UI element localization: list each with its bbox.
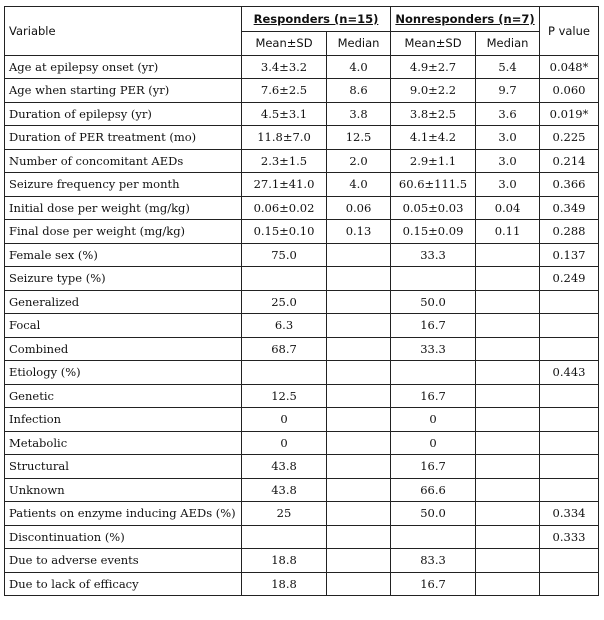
row-label-cell: Age when starting PER (yr)	[5, 79, 242, 103]
nonresponders-median-cell	[476, 384, 540, 408]
row-label-cell: Combined	[5, 337, 242, 361]
p-value-cell: 0.048*	[540, 55, 599, 79]
nonresponders-median-cell: 0.04	[476, 196, 540, 220]
row-label-cell: Due to adverse events	[5, 549, 242, 573]
table-row	[5, 173, 599, 197]
table-row	[5, 149, 599, 173]
nonresponders-median-cell	[476, 337, 540, 361]
p-value-cell	[540, 314, 599, 338]
nonresponders-median-cell	[476, 267, 540, 291]
p-value-cell	[540, 408, 599, 432]
header-responders	[242, 7, 391, 32]
p-value-cell: 0.214	[540, 149, 599, 173]
responders-median-cell	[327, 408, 391, 432]
nonresponders-mean-sd-cell	[391, 267, 476, 291]
table-row	[5, 220, 599, 244]
responders-mean-sd-cell: 18.8	[242, 572, 327, 596]
table-row	[5, 314, 599, 338]
row-label-cell: Genetic	[5, 384, 242, 408]
p-value-cell: 0.333	[540, 525, 599, 549]
responders-median-cell: 4.0	[327, 55, 391, 79]
row-label-cell: Seizure type (%)	[5, 267, 242, 291]
nonresponders-median-cell: 5.4	[476, 55, 540, 79]
responders-mean-sd-cell: 43.8	[242, 455, 327, 479]
header-nonresponders-median: Median	[476, 32, 540, 56]
responders-median-cell: 12.5	[327, 126, 391, 150]
p-value-cell: 0.443	[540, 361, 599, 385]
row-label-cell: Discontinuation (%)	[5, 525, 242, 549]
nonresponders-mean-sd-cell: 60.6±111.5	[391, 173, 476, 197]
nonresponders-median-cell	[476, 431, 540, 455]
p-value-cell	[540, 431, 599, 455]
p-value-cell	[540, 384, 599, 408]
responders-median-cell	[327, 455, 391, 479]
responders-median-cell	[327, 361, 391, 385]
responders-median-cell	[327, 384, 391, 408]
p-value-cell	[540, 478, 599, 502]
row-label-cell: Due to lack of efficacy	[5, 572, 242, 596]
nonresponders-mean-sd-cell: 0.05±0.03	[391, 196, 476, 220]
responders-mean-sd-cell: 6.3	[242, 314, 327, 338]
responders-median-cell: 4.0	[327, 173, 391, 197]
p-value-cell: 0.225	[540, 126, 599, 150]
responders-mean-sd-cell	[242, 361, 327, 385]
nonresponders-median-cell: 3.0	[476, 173, 540, 197]
table-row	[5, 455, 599, 479]
row-label-cell: Duration of PER treatment (mo)	[5, 126, 242, 150]
responders-mean-sd-cell: 0	[242, 431, 327, 455]
row-label-cell: Female sex (%)	[5, 243, 242, 267]
nonresponders-mean-sd-cell: 16.7	[391, 314, 476, 338]
header-responders-label: Responders (n=15)	[253, 12, 379, 26]
table-row	[5, 431, 599, 455]
nonresponders-median-cell	[476, 572, 540, 596]
nonresponders-median-cell: 3.6	[476, 102, 540, 126]
nonresponders-mean-sd-cell: 4.1±4.2	[391, 126, 476, 150]
responders-median-cell	[327, 337, 391, 361]
responders-median-cell	[327, 431, 391, 455]
header-nonresponders	[391, 7, 540, 32]
p-value-cell: 0.060	[540, 79, 599, 103]
row-label-cell: Unknown	[5, 478, 242, 502]
p-value-cell: 0.249	[540, 267, 599, 291]
responders-median-cell	[327, 243, 391, 267]
header-p-value: P value	[540, 7, 599, 56]
nonresponders-median-cell	[476, 243, 540, 267]
nonresponders-mean-sd-cell: 0	[391, 408, 476, 432]
nonresponders-mean-sd-cell: 66.6	[391, 478, 476, 502]
table-row	[5, 549, 599, 573]
nonresponders-median-cell	[476, 455, 540, 479]
row-label-cell: Duration of epilepsy (yr)	[5, 102, 242, 126]
row-label-cell: Focal	[5, 314, 242, 338]
responders-median-cell	[327, 525, 391, 549]
responders-median-cell: 0.06	[327, 196, 391, 220]
nonresponders-mean-sd-cell: 0	[391, 431, 476, 455]
table-row	[5, 337, 599, 361]
responders-mean-sd-cell: 12.5	[242, 384, 327, 408]
table-body	[5, 55, 599, 596]
responders-median-cell	[327, 478, 391, 502]
nonresponders-median-cell	[476, 525, 540, 549]
responders-median-cell: 0.13	[327, 220, 391, 244]
p-value-cell	[540, 337, 599, 361]
responders-median-cell	[327, 314, 391, 338]
table-row	[5, 243, 599, 267]
responders-median-cell	[327, 290, 391, 314]
row-label-cell: Etiology (%)	[5, 361, 242, 385]
row-label-cell: Structural	[5, 455, 242, 479]
nonresponders-mean-sd-cell: 4.9±2.7	[391, 55, 476, 79]
table-row	[5, 384, 599, 408]
responders-mean-sd-cell: 0.15±0.10	[242, 220, 327, 244]
table-row	[5, 196, 599, 220]
p-value-cell	[540, 572, 599, 596]
responders-median-cell	[327, 572, 391, 596]
p-value-cell: 0.137	[540, 243, 599, 267]
nonresponders-mean-sd-cell: 33.3	[391, 337, 476, 361]
row-label-cell: Age at epilepsy onset (yr)	[5, 55, 242, 79]
row-label-cell: Generalized	[5, 290, 242, 314]
table-row	[5, 361, 599, 385]
table-row	[5, 102, 599, 126]
nonresponders-mean-sd-cell: 83.3	[391, 549, 476, 573]
responders-mean-sd-cell: 25	[242, 502, 327, 526]
nonresponders-mean-sd-cell: 3.8±2.5	[391, 102, 476, 126]
nonresponders-mean-sd-cell: 33.3	[391, 243, 476, 267]
row-label-cell: Final dose per weight (mg/kg)	[5, 220, 242, 244]
nonresponders-median-cell: 3.0	[476, 149, 540, 173]
p-value-cell: 0.334	[540, 502, 599, 526]
responders-mean-sd-cell: 0.06±0.02	[242, 196, 327, 220]
p-value-cell: 0.019*	[540, 102, 599, 126]
row-label-cell: Seizure frequency per month	[5, 173, 242, 197]
header-nonresponders-mean-sd: Mean±SD	[391, 32, 476, 56]
row-label-cell: Infection	[5, 408, 242, 432]
nonresponders-median-cell	[476, 314, 540, 338]
nonresponders-median-cell	[476, 361, 540, 385]
responders-median-cell	[327, 267, 391, 291]
p-value-cell: 0.366	[540, 173, 599, 197]
responders-mean-sd-cell: 2.3±1.5	[242, 149, 327, 173]
table-row	[5, 478, 599, 502]
nonresponders-median-cell	[476, 290, 540, 314]
row-label-cell: Metabolic	[5, 431, 242, 455]
responders-mean-sd-cell: 4.5±3.1	[242, 102, 327, 126]
nonresponders-mean-sd-cell: 16.7	[391, 455, 476, 479]
p-value-cell: 0.288	[540, 220, 599, 244]
p-value-cell	[540, 455, 599, 479]
table-row	[5, 267, 599, 291]
responders-mean-sd-cell	[242, 267, 327, 291]
responders-median-cell	[327, 502, 391, 526]
responders-mean-sd-cell: 27.1±41.0	[242, 173, 327, 197]
nonresponders-mean-sd-cell	[391, 525, 476, 549]
table-row	[5, 126, 599, 150]
nonresponders-mean-sd-cell	[391, 361, 476, 385]
nonresponders-median-cell: 3.0	[476, 126, 540, 150]
table-row	[5, 79, 599, 103]
row-label-cell: Patients on enzyme inducing AEDs (%)	[5, 502, 242, 526]
data-table	[4, 6, 599, 596]
table-row	[5, 502, 599, 526]
responders-mean-sd-cell: 3.4±3.2	[242, 55, 327, 79]
nonresponders-mean-sd-cell: 50.0	[391, 290, 476, 314]
nonresponders-mean-sd-cell: 0.15±0.09	[391, 220, 476, 244]
header-variable: Variable	[5, 7, 242, 56]
table-row	[5, 525, 599, 549]
nonresponders-median-cell	[476, 408, 540, 432]
responders-median-cell	[327, 549, 391, 573]
nonresponders-mean-sd-cell: 9.0±2.2	[391, 79, 476, 103]
nonresponders-mean-sd-cell: 16.7	[391, 572, 476, 596]
nonresponders-median-cell: 9.7	[476, 79, 540, 103]
responders-mean-sd-cell	[242, 525, 327, 549]
row-label-cell: Number of concomitant AEDs	[5, 149, 242, 173]
p-value-cell: 0.349	[540, 196, 599, 220]
table-row	[5, 55, 599, 79]
responders-mean-sd-cell: 0	[242, 408, 327, 432]
p-value-cell	[540, 290, 599, 314]
responders-mean-sd-cell: 75.0	[242, 243, 327, 267]
responders-median-cell: 2.0	[327, 149, 391, 173]
nonresponders-median-cell: 0.11	[476, 220, 540, 244]
table-row	[5, 290, 599, 314]
table-row	[5, 572, 599, 596]
table-row	[5, 408, 599, 432]
nonresponders-median-cell	[476, 549, 540, 573]
responders-mean-sd-cell: 25.0	[242, 290, 327, 314]
nonresponders-median-cell	[476, 502, 540, 526]
row-label-cell: Initial dose per weight (mg/kg)	[5, 196, 242, 220]
responders-mean-sd-cell: 43.8	[242, 478, 327, 502]
nonresponders-mean-sd-cell: 50.0	[391, 502, 476, 526]
responders-median-cell: 3.8	[327, 102, 391, 126]
header-responders-mean-sd: Mean±SD	[242, 32, 327, 56]
responders-mean-sd-cell: 18.8	[242, 549, 327, 573]
p-value-cell	[540, 549, 599, 573]
nonresponders-mean-sd-cell: 16.7	[391, 384, 476, 408]
responders-mean-sd-cell: 11.8±7.0	[242, 126, 327, 150]
responders-median-cell: 8.6	[327, 79, 391, 103]
responders-mean-sd-cell: 7.6±2.5	[242, 79, 327, 103]
header-responders-median: Median	[327, 32, 391, 56]
responders-mean-sd-cell: 68.7	[242, 337, 327, 361]
nonresponders-median-cell	[476, 478, 540, 502]
header-nonresponders-label: Nonresponders (n=7)	[395, 12, 535, 26]
nonresponders-mean-sd-cell: 2.9±1.1	[391, 149, 476, 173]
